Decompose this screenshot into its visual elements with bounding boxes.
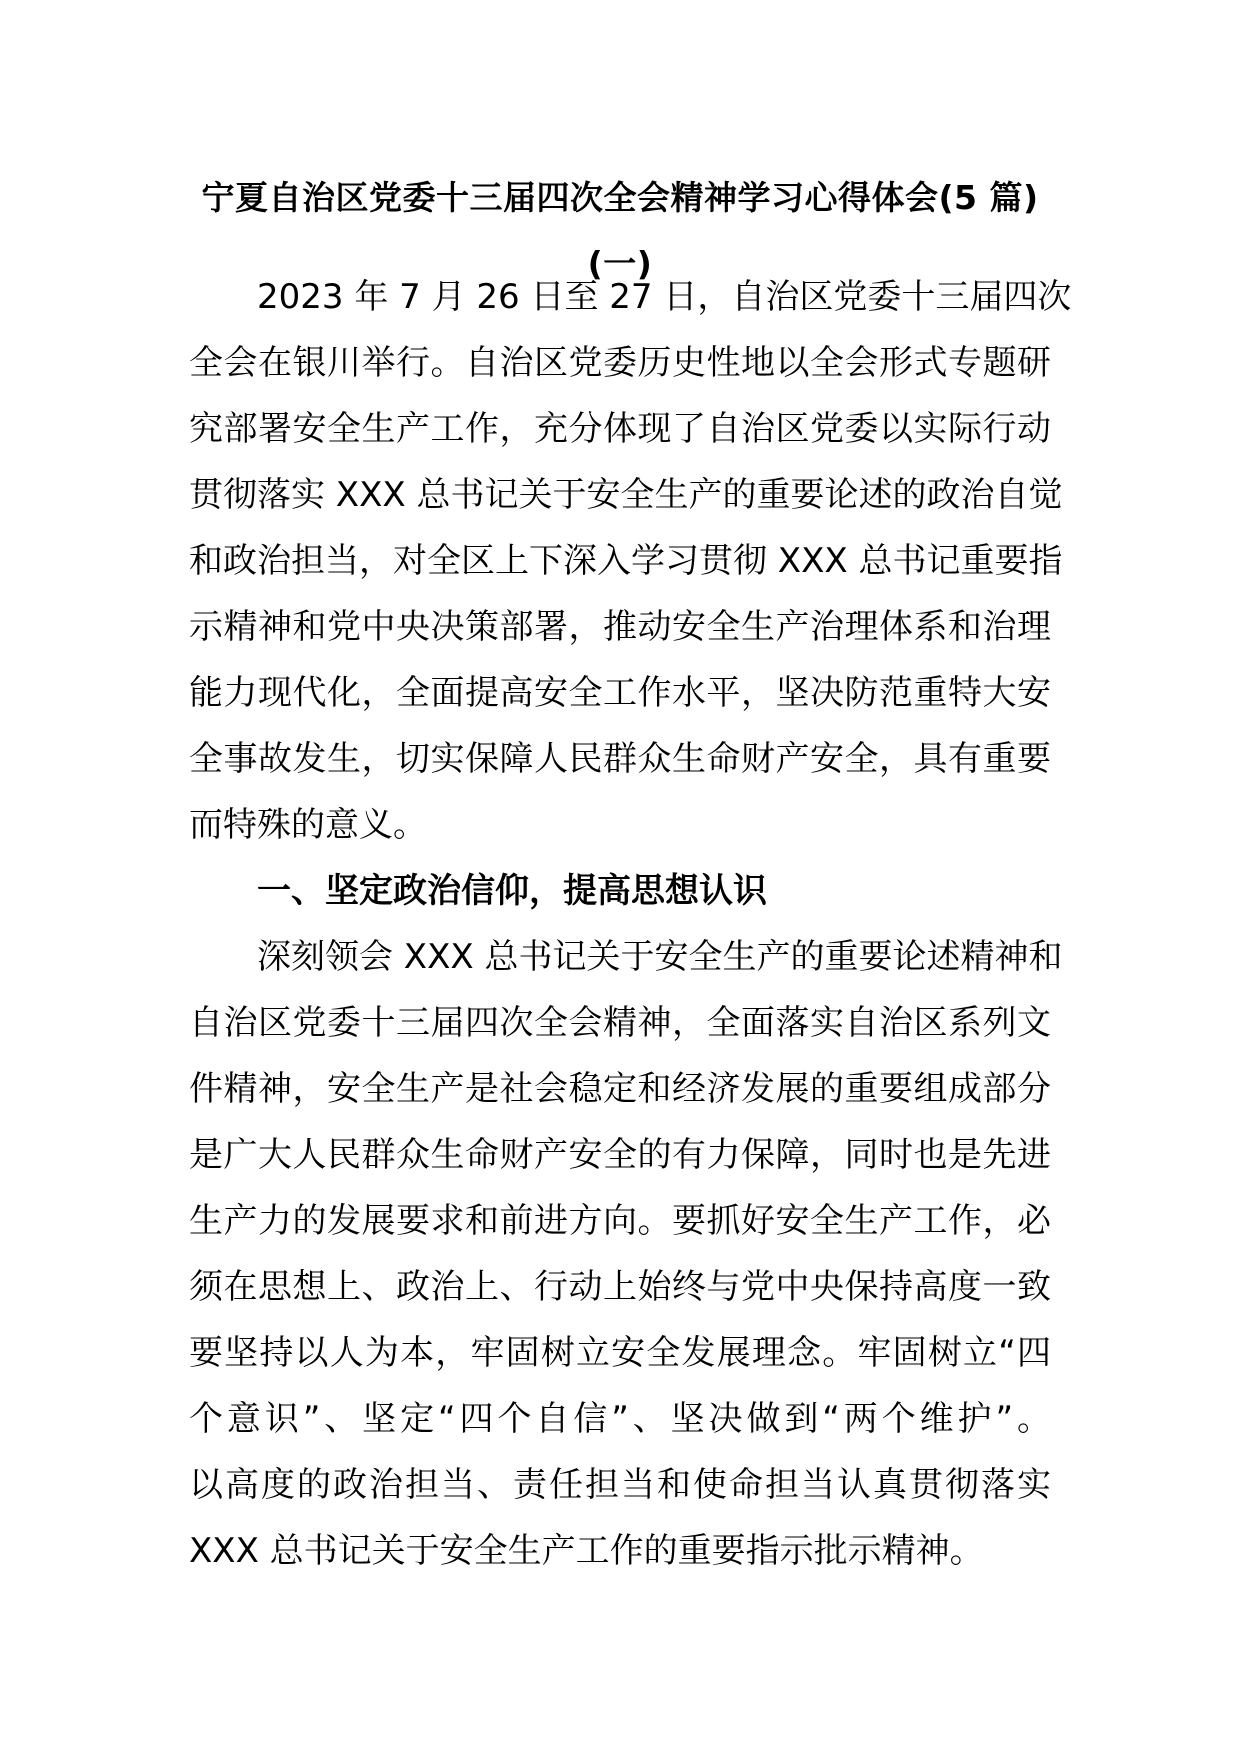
paragraph-line: 全会在银川举行。自治区党委历史性地以全会形式专题研 — [189, 343, 1051, 383]
paragraph-line: 要坚持以人为本，牢固树立安全发展理念。牢固树立“四 — [189, 1333, 1051, 1373]
paragraph-line: 以高度的政治担当、责任担当和使命担当认真贯彻落实 — [189, 1465, 1051, 1505]
paragraph-line: 全事故发生，切实保障人民群众生命财产安全，具有重要 — [189, 739, 1051, 779]
document-title: 宁夏自治区党委十三届四次全会精神学习心得体会(5 篇) — [201, 178, 1039, 217]
paragraph-line: 究部署安全生产工作，充分体现了自治区党委以实际行动 — [189, 409, 1051, 449]
paragraph-line: 2023 年 7 月 26 日至 27 日，自治区党委十三届四次 — [257, 277, 1072, 317]
paragraph-line: 须在思想上、政治上、行动上始终与党中央保持高度一致 — [189, 1267, 1051, 1307]
paragraph-line: 深刻领会 XXX 总书记关于安全生产的重要论述精神和 — [257, 937, 1063, 977]
paragraph-line: 生产力的发展要求和前进方向。要抓好安全生产工作，必 — [189, 1201, 1051, 1241]
section-number: (一) — [587, 244, 653, 283]
paragraph-line: 个意识”、坚定“四个自信”、坚决做到“两个维护”。 — [189, 1399, 1051, 1439]
paragraph-line: 是广大人民群众生命财产安全的有力保障，同时也是先进 — [189, 1135, 1051, 1175]
paragraph-intro — [189, 264, 1072, 1584]
paragraph-line: 能力现代化，全面提高安全工作水平，坚决防范重特大安 — [189, 673, 1051, 713]
paragraph-line: 贯彻落实 XXX 总书记关于安全生产的重要论述的政治自觉 — [189, 475, 1063, 515]
paragraph-line: 自治区党委十三届四次全会精神，全面落实自治区系列文 — [189, 1003, 1051, 1043]
paragraph-line: 而特殊的意义。 — [189, 805, 427, 845]
paragraph-line: 件精神，安全生产是社会稳定和经济发展的重要组成部分 — [189, 1069, 1051, 1109]
paragraph-line: XXX 总书记关于安全生产工作的重要指示批示精神。 — [189, 1531, 984, 1571]
paragraph-line: 和政治担当，对全区上下深入学习贯彻 XXX 总书记重要指 — [189, 541, 1063, 581]
section-heading: 一、坚定政治信仰，提高思想认识 — [257, 871, 767, 911]
paragraph-line: 示精神和党中央决策部署，推动安全生产治理体系和治理 — [189, 607, 1051, 647]
